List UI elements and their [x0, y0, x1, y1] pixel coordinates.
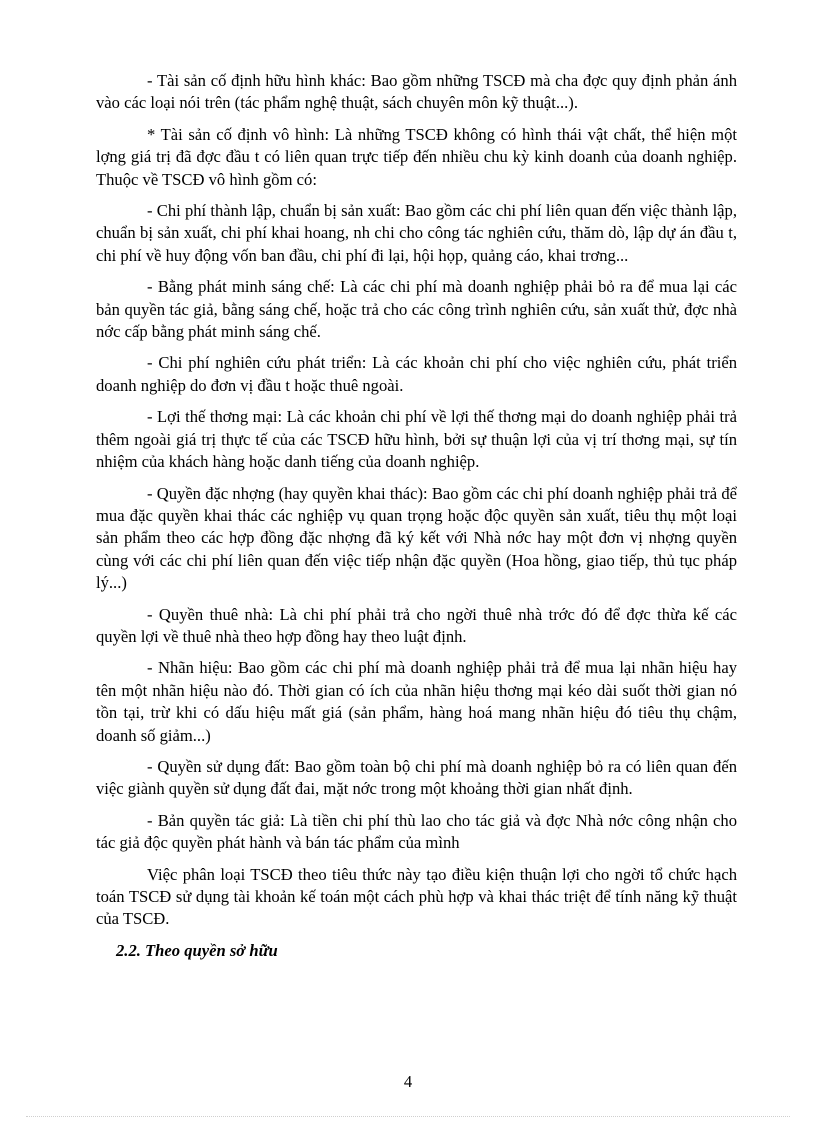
paragraph-land-use-rights: - Quyền sử dụng đất: Bao gồm toàn bộ chi phí mà doanh nghiệp bỏ ra có liên quan đến việc giành quyền sử dụng đất đai, mặt nớc trong một khoảng thời gian nhất định.	[96, 756, 737, 799]
paragraph-trademarks: - Nhãn hiệu: Bao gồm các chi phí mà doanh nghiệp phải trả để mua lại nhãn hiệu hay tên một nhãn hiệu nào đó. Thời gian có ích của nhãn hiệu thơng mại kéo dài suốt thời gian nó tồn tại, trừ khi có dấu hiệu mất giá (sản phẩm, hàng hoá mang nhãn hiệu đó tiêu thụ chậm, doanh số giảm...)	[96, 658, 737, 745]
paragraph-other-tangible-assets: - Tài sản cố định hữu hình khác: Bao gồm những TSCĐ mà cha đợc quy định phản ánh vào các loại nói trên (tác phẩm nghệ thuật, sách chuyên môn kỹ thuật...).	[96, 71, 737, 113]
paragraph-patents: - Bằng phát minh sáng chế: Là các chi phí mà doanh nghiệp phải bỏ ra để mua lại các bản quyền tác giả, bằng sáng chế, hoặc trả cho các công trình nghiên cứu, sản xuất thử, đợc nhà nớc cấp bằng phát minh sáng chế.	[96, 277, 737, 342]
paragraph-goodwill: - Lợi thế thơng mại: Là các khoản chi phí về lợi thế thơng mại do doanh nghiệp phải trả thêm ngoài giá trị thực tế của các TSCĐ hữu hình, bởi sự thuận lợi của vị trí thơng mại, sự tín nhiệm của khách hàng hoặc danh tiếng của doanh nghiệp.	[96, 407, 737, 472]
paragraph-classification-summary: Việc phân loại TSCĐ theo tiêu thức này tạo điều kiện thuận lợi cho ngời tổ chức hạch toán TSCĐ sử dụng tài khoản kế toán một cách phù hợp và khai thác triệt để tính năng kỹ thuật của TSCĐ.	[96, 864, 737, 929]
paragraph-lease-rights: - Quyền thuê nhà: Là chi phí phải trả cho ngời thuê nhà trớc đó để đợc thừa kế các quyền lợi về thuê nhà theo hợp đồng hay theo luật định.	[96, 604, 737, 646]
paragraph-intangible-assets: * Tài sản cố định vô hình: Là những TSCĐ không có hình thái vật chất, thể hiện một lợng giá trị đã đợc đầu t có liên quan trực tiếp đến nhiều chu kỳ kinh doanh của doanh nghiệp. Thuộc về TSCĐ vô hình gồm có:	[96, 124, 737, 189]
body-text	[96, 70, 737, 962]
paragraph-establishment-costs: - Chi phí thành lập, chuẩn bị sản xuất: Bao gồm các chi phí liên quan đến việc thành lập, chuẩn bị sản xuất, chi phí khai hoang, nh chi cho công tác nghiên cứu, thăm dò, lập dự án đầu t, chi phí về huy động vốn ban đầu, chi phí đi lại, hội họp, quảng cáo, khai trơng...	[96, 201, 737, 265]
paragraph-franchise-rights: - Quyền đặc nhợng (hay quyền khai thác): Bao gồm các chi phí doanh nghiệp phải trả để mua đặc quyền khai thác các nghiệp vụ quan trọng hoặc độc quyền sản xuất, tiêu thụ một loại sản phẩm theo các hợp đồng đặc nhợng đã ký kết với Nhà nớc hay một đơn vị nhợng quyền cùng với các chi phí liên quan đến việc tiếp nhận đặc quyền (Hoa hồng, giao tiếp, thủ tục pháp lý...)	[96, 483, 737, 593]
paragraph-research-development: - Chi phí nghiên cứu phát triển: Là các khoản chi phí cho việc nghiên cứu, phát triển doanh nghiệp do đơn vị đầu t hoặc thuê ngoài.	[96, 353, 737, 395]
footer-divider	[26, 1116, 790, 1117]
page-number: 4	[403, 1072, 413, 1091]
section-heading: 2.2. Theo quyền sở hữu	[116, 940, 278, 960]
paragraph-copyrights: - Bản quyền tác giả: Là tiền chi phí thù lao cho tác giả và đợc Nhà nớc công nhận cho tác giả độc quyền phát hành và bán tác phẩm của mình	[96, 810, 737, 853]
